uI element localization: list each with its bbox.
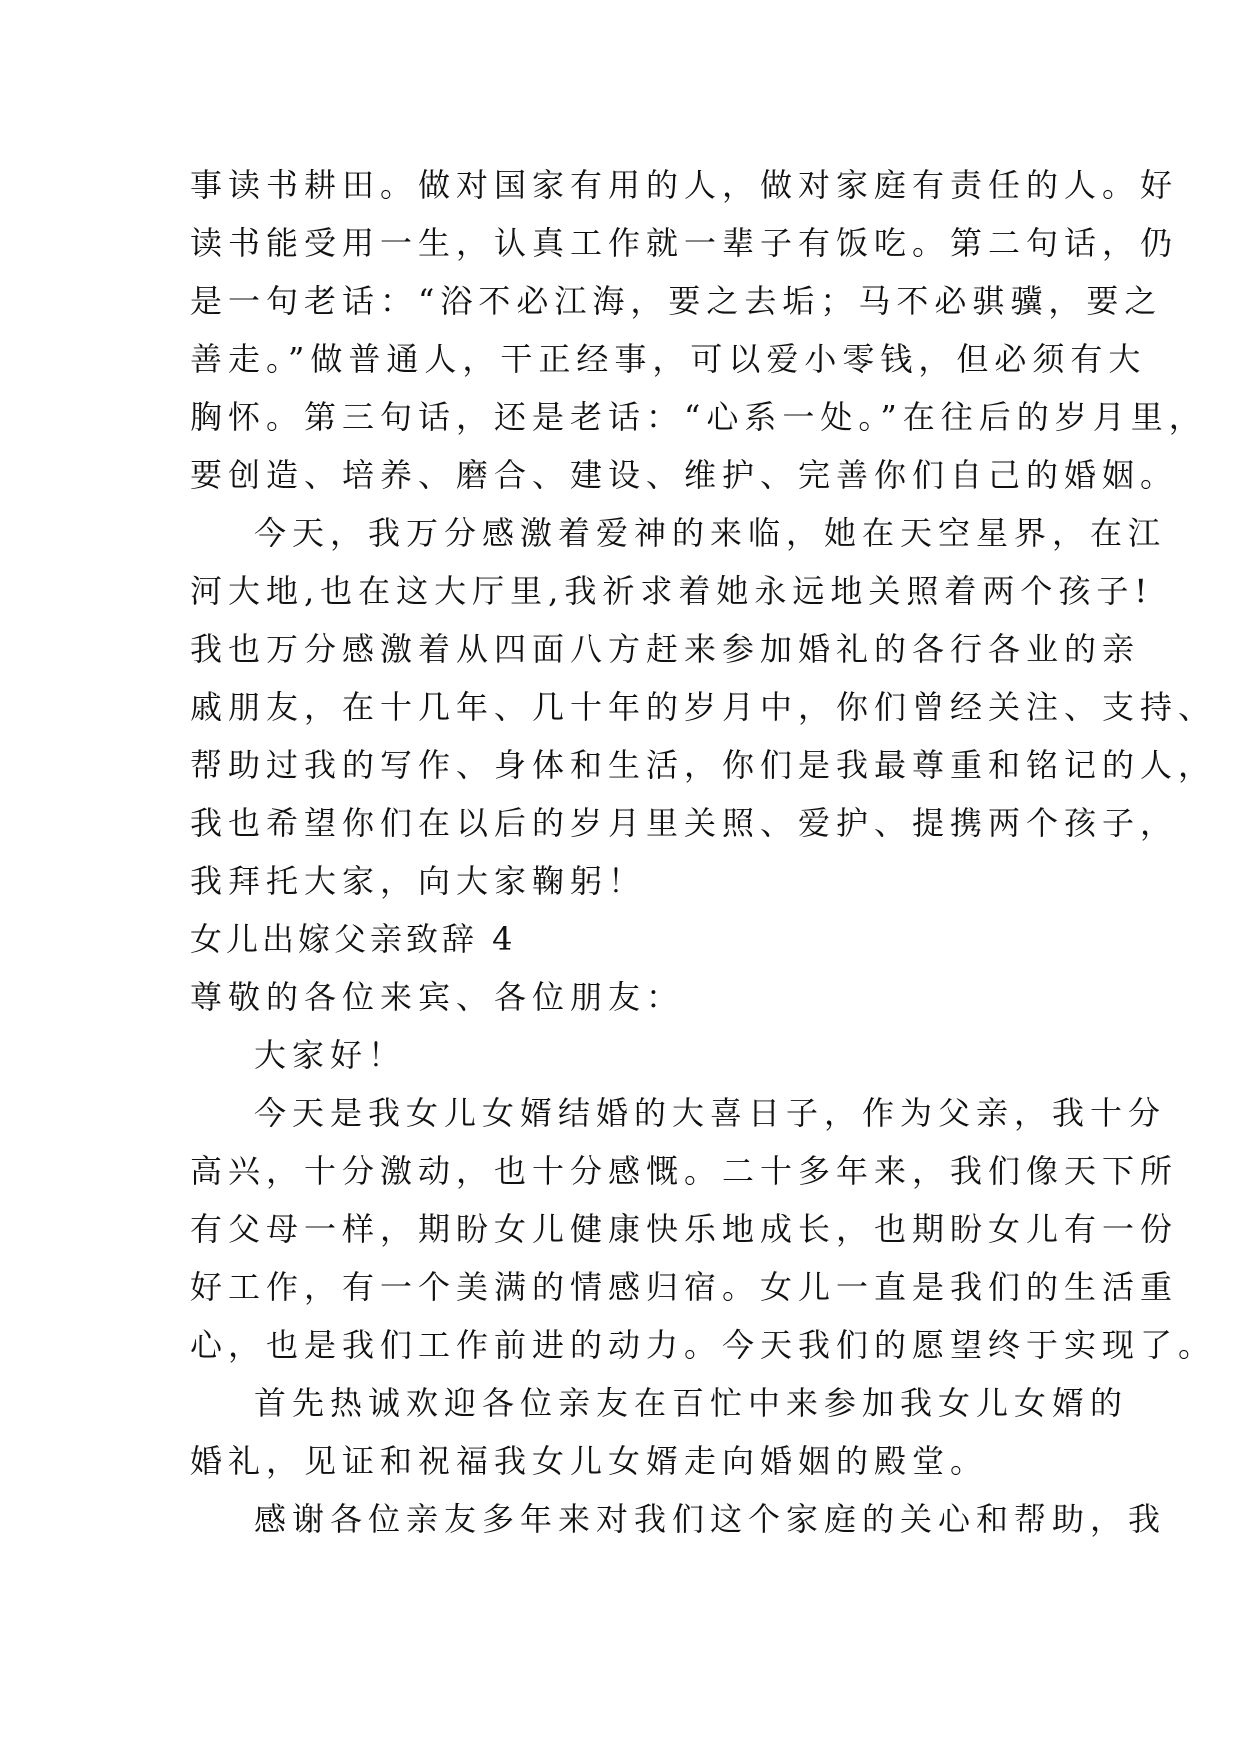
text-line: 首先热诚欢迎各位亲友在百忙中来参加我女儿女婿的 [254,1384,1129,1422]
text-line: 我也万分感激着从四面八方赶来参加婚礼的各行各业的亲 [190,630,1141,668]
text-line: 有父母一样，期盼女儿健康快乐地成长，也期盼女儿有一份 [190,1210,1179,1248]
text-line: 河大地,也在这大厅里,我祈求着她永远地关照着两个孩子! [190,572,1154,610]
text-line: 帮助过我的写作、身体和生活，你们是我最尊重和铭记的人， [190,746,1217,784]
text-line: 大家好！ [254,1036,407,1074]
text-line: 胸怀。第三句话，还是老话：“心系一处。”在往后的岁月里， [190,398,1207,436]
text-line: 事读书耕田。做对国家有用的人，做对家庭有责任的人。好 [190,166,1179,204]
text-line: 好工作，有一个美满的情感归宿。女儿一直是我们的生活重 [190,1268,1179,1306]
text-line: 心，也是我们工作前进的动力。今天我们的愿望终于实现了。 [190,1326,1217,1364]
text-line: 是一句老话：“浴不必江海，要之去垢；马不必骐骥，要之 [190,282,1163,320]
text-line: 戚朋友，在十几年、几十年的岁月中，你们曾经关注、支持、 [190,688,1217,726]
text-line: 婚礼，见证和祝福我女儿女婿走向婚姻的殿堂。 [190,1442,989,1480]
text-line: 感谢各位亲友多年来对我们这个家庭的关心和帮助，我 [254,1500,1167,1538]
text-line: 要创造、培养、磨合、建设、维护、完善你们自己的婚姻。 [190,456,1179,494]
text-line: 今天，我万分感激着爱神的来临，她在天空星界，在江 [254,514,1167,552]
text-line: 我也希望你们在以后的岁月里关照、爱护、提携两个孩子， [190,804,1179,842]
text-line: 善走。”做普通人，干正经事，可以爱小零钱，但必须有大 [190,340,1147,378]
text-line: 今天是我女儿女婿结婚的大喜日子，作为父亲，我十分 [254,1094,1167,1132]
text-line: 读书能受用一生，认真工作就一辈子有饭吃。第二句话，仍 [190,224,1179,262]
document-body [190,156,1217,1548]
section-heading: 女儿出嫁父亲致辞 4 [190,920,517,958]
text-line: 尊敬的各位来宾、各位朋友： [190,978,685,1016]
text-line: 我拜托大家，向大家鞠躬！ [190,862,647,900]
text-line: 高兴，十分激动，也十分感慨。二十多年来，我们像天下所 [190,1152,1179,1190]
